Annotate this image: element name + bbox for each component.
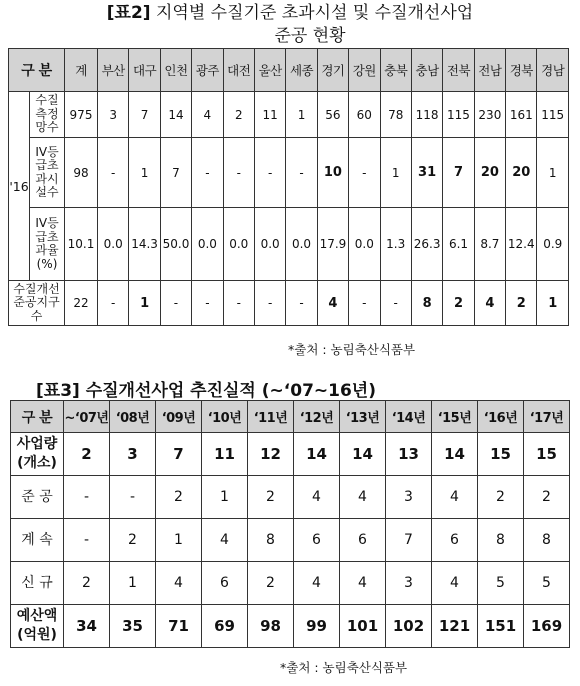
table-cell: 5 xyxy=(524,562,570,605)
table-cell: 975 xyxy=(65,92,98,138)
table-cell: 8 xyxy=(411,281,442,326)
table-cell: 8.7 xyxy=(474,208,505,281)
table-cell: - xyxy=(192,281,223,326)
table-cell: - xyxy=(254,281,285,326)
table-row xyxy=(11,562,570,605)
table-cell: 22 xyxy=(65,281,98,326)
table2-header-cell: 경북 xyxy=(506,49,537,92)
table-cell: 1 xyxy=(156,519,202,562)
table-cell: 7 xyxy=(156,433,202,476)
table-cell: 2 xyxy=(64,562,110,605)
table-cell: 11 xyxy=(254,92,285,138)
table-cell: - xyxy=(286,281,317,326)
table-cell: - xyxy=(110,476,156,519)
table-cell: 26.3 xyxy=(411,208,442,281)
table-cell: 34 xyxy=(64,605,110,648)
table2-title-line1: 지역별 수질기준 초과시설 및 수질개선사업 xyxy=(150,3,474,23)
table-cell: 4 xyxy=(340,476,386,519)
table-cell: - xyxy=(98,281,129,326)
table-cell: 15 xyxy=(524,433,570,476)
table-cell: 0.0 xyxy=(98,208,129,281)
table-cell: - xyxy=(64,476,110,519)
table-cell: 60 xyxy=(349,92,380,138)
table-cell: - xyxy=(349,138,380,208)
table-cell: 35 xyxy=(110,605,156,648)
table-cell: 115 xyxy=(537,92,569,138)
table3-title: [표3] 수질개선사업 추진실적 (~‘07~16년) xyxy=(36,381,376,401)
table-row xyxy=(9,208,569,281)
table2-header-cell: 광주 xyxy=(192,49,223,92)
table-cell: 0.0 xyxy=(192,208,223,281)
table-cell: 102 xyxy=(386,605,432,648)
table2-header-cell: 전북 xyxy=(443,49,474,92)
table3-header-cell: ‘16년 xyxy=(478,401,524,433)
table-cell: 7 xyxy=(443,138,474,208)
table3-header-row xyxy=(11,401,570,433)
table-cell: 13 xyxy=(386,433,432,476)
table-cell: 6 xyxy=(340,519,386,562)
table2-title xyxy=(0,2,580,48)
table-cell: 161 xyxy=(506,92,537,138)
table2-header-cell: 강원 xyxy=(349,49,380,92)
table-cell: 169 xyxy=(524,605,570,648)
table-cell: 6 xyxy=(202,562,248,605)
table-cell: 8 xyxy=(248,519,294,562)
table-cell: 69 xyxy=(202,605,248,648)
table2-source: *출처 : 농림축산식품부 xyxy=(288,342,416,357)
table-cell: 14 xyxy=(160,92,191,138)
table2-header-cell: 세종 xyxy=(286,49,317,92)
table3-header-cell: ‘08년 xyxy=(110,401,156,433)
table-cell: 0.0 xyxy=(349,208,380,281)
table-cell: 2 xyxy=(110,519,156,562)
table-cell: 10 xyxy=(317,138,348,208)
table2-header-row xyxy=(9,49,569,92)
table-row xyxy=(9,281,569,326)
table-cell: 50.0 xyxy=(160,208,191,281)
table3-body xyxy=(11,433,570,648)
table2-row-label: IV등급초과시설수 xyxy=(30,138,65,208)
table-cell: 4 xyxy=(432,562,478,605)
table-cell: 7 xyxy=(160,138,191,208)
table-cell: 15 xyxy=(478,433,524,476)
table-cell: 121 xyxy=(432,605,478,648)
table-cell: 10.1 xyxy=(65,208,98,281)
project-performance-table xyxy=(10,400,570,648)
table2-header-cell: 대전 xyxy=(223,49,254,92)
table2-header-cell: 충북 xyxy=(380,49,411,92)
table2-row-label: 수질측정망수 xyxy=(30,92,65,138)
table-cell: 2 xyxy=(478,476,524,519)
table3-header-cell: ‘11년 xyxy=(248,401,294,433)
table-row xyxy=(11,433,570,476)
table2-row-label: IV등급초과율(%) xyxy=(30,208,65,281)
table-cell: 14 xyxy=(432,433,478,476)
table-cell: 1 xyxy=(537,281,569,326)
table-cell: 98 xyxy=(65,138,98,208)
table-cell: 99 xyxy=(294,605,340,648)
table2-header-cell: 대구 xyxy=(129,49,160,92)
table-cell: - xyxy=(160,281,191,326)
table-cell: 6.1 xyxy=(443,208,474,281)
table-cell: 4 xyxy=(317,281,348,326)
table3-source: *출처 : 농림축산식품부 xyxy=(280,660,408,675)
table-cell: 0.0 xyxy=(254,208,285,281)
table-cell: 7 xyxy=(386,519,432,562)
table-cell: 4 xyxy=(294,476,340,519)
table-cell: 2 xyxy=(524,476,570,519)
table-cell: 31 xyxy=(411,138,442,208)
table-row xyxy=(11,519,570,562)
table-cell: - xyxy=(380,281,411,326)
table-cell: 12.4 xyxy=(506,208,537,281)
table-cell: 3 xyxy=(98,92,129,138)
table-row xyxy=(11,476,570,519)
table-cell: 2 xyxy=(506,281,537,326)
table3-header-cell: ‘13년 xyxy=(340,401,386,433)
table3-header-gubun: 구 분 xyxy=(11,401,64,433)
table-cell: 0.9 xyxy=(537,208,569,281)
table3-row-label: 준 공 xyxy=(11,476,64,519)
table3-header-cell: ‘10년 xyxy=(202,401,248,433)
table3-header-cell: ‘09년 xyxy=(156,401,202,433)
table-cell: 7 xyxy=(129,92,160,138)
table-cell: 2 xyxy=(248,562,294,605)
table3-header-cell: ‘12년 xyxy=(294,401,340,433)
table-cell: 1 xyxy=(286,92,317,138)
table-cell: - xyxy=(286,138,317,208)
region-facility-table xyxy=(8,48,569,326)
table-cell: - xyxy=(64,519,110,562)
table-cell: 1 xyxy=(202,476,248,519)
table-row xyxy=(9,92,569,138)
table-cell: 115 xyxy=(443,92,474,138)
table2-row-label: 수질개선준공지구수 xyxy=(9,281,65,326)
table-cell: - xyxy=(223,138,254,208)
table-cell: 2 xyxy=(248,476,294,519)
table2-header-cell: 전남 xyxy=(474,49,505,92)
table2-title-line2: 준공 현황 xyxy=(274,26,346,46)
table2-header-cell: 경남 xyxy=(537,49,569,92)
table-row xyxy=(11,605,570,648)
table-row xyxy=(9,138,569,208)
table2-title-bracket: [표2] xyxy=(106,3,151,23)
table-cell: 1 xyxy=(537,138,569,208)
table3-row-label: 예산액(억원) xyxy=(11,605,64,648)
table3-header-cell: ‘15년 xyxy=(432,401,478,433)
table2-header-cell: 계 xyxy=(65,49,98,92)
table-cell: 20 xyxy=(474,138,505,208)
table3-header-cell: ‘14년 xyxy=(386,401,432,433)
table-cell: 2 xyxy=(64,433,110,476)
table-cell: 3 xyxy=(386,476,432,519)
table3-row-label: 계 속 xyxy=(11,519,64,562)
table2-header-cell: 부산 xyxy=(98,49,129,92)
table-cell: 98 xyxy=(248,605,294,648)
table-cell: 6 xyxy=(432,519,478,562)
table2-header-cell: 경기 xyxy=(317,49,348,92)
table-cell: 4 xyxy=(202,519,248,562)
table-cell: 4 xyxy=(294,562,340,605)
table-cell: 11 xyxy=(202,433,248,476)
table2-header-cell: 인천 xyxy=(160,49,191,92)
table-cell: 12 xyxy=(248,433,294,476)
table-cell: 6 xyxy=(294,519,340,562)
table-cell: 78 xyxy=(380,92,411,138)
table-cell: 17.9 xyxy=(317,208,348,281)
table-cell: 4 xyxy=(192,92,223,138)
table-cell: 2 xyxy=(443,281,474,326)
table-cell: 2 xyxy=(223,92,254,138)
table-cell: 5 xyxy=(478,562,524,605)
table2-year-cell: '16 xyxy=(9,92,30,281)
table-cell: 1 xyxy=(129,281,160,326)
table-cell: 56 xyxy=(317,92,348,138)
table-cell: 230 xyxy=(474,92,505,138)
table-cell: 3 xyxy=(110,433,156,476)
table-cell: 1.3 xyxy=(380,208,411,281)
table-cell: 8 xyxy=(478,519,524,562)
table-cell: 4 xyxy=(156,562,202,605)
table-cell: - xyxy=(98,138,129,208)
table-cell: 1 xyxy=(380,138,411,208)
table-cell: 20 xyxy=(506,138,537,208)
table3-row-label: 사업량(개소) xyxy=(11,433,64,476)
table-cell: 3 xyxy=(386,562,432,605)
table3-row-label: 신 규 xyxy=(11,562,64,605)
table-cell: - xyxy=(349,281,380,326)
table-cell: 1 xyxy=(129,138,160,208)
table3-header-cell: ‘17년 xyxy=(524,401,570,433)
table-cell: 151 xyxy=(478,605,524,648)
table-cell: 14 xyxy=(294,433,340,476)
table-cell: 4 xyxy=(432,476,478,519)
table-cell: - xyxy=(192,138,223,208)
table2-header-gubun: 구 분 xyxy=(9,49,65,92)
table3-header-cell: ~‘07년 xyxy=(64,401,110,433)
table-cell: 8 xyxy=(524,519,570,562)
table-cell: 101 xyxy=(340,605,386,648)
table-cell: 71 xyxy=(156,605,202,648)
table-cell: 14 xyxy=(340,433,386,476)
table-cell: 14.3 xyxy=(129,208,160,281)
table-cell: 0.0 xyxy=(223,208,254,281)
table2-body xyxy=(9,92,569,326)
table2-header-cell: 울산 xyxy=(254,49,285,92)
table-cell: 0.0 xyxy=(286,208,317,281)
table-cell: - xyxy=(223,281,254,326)
table-cell: - xyxy=(254,138,285,208)
table-cell: 2 xyxy=(156,476,202,519)
table-cell: 1 xyxy=(110,562,156,605)
table2-header-cell: 충남 xyxy=(411,49,442,92)
table-cell: 4 xyxy=(340,562,386,605)
table-cell: 4 xyxy=(474,281,505,326)
table-cell: 118 xyxy=(411,92,442,138)
